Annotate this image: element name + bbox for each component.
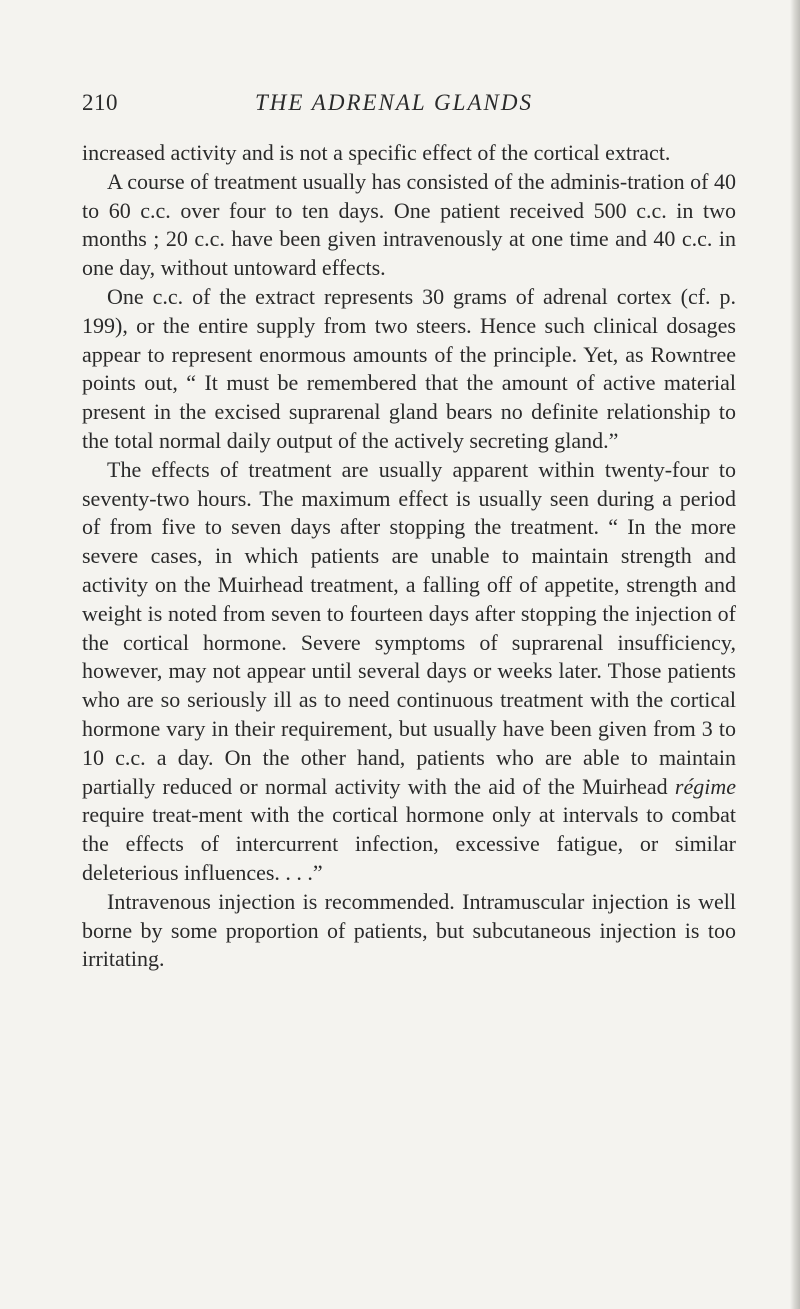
paragraph-injection-route: Intravenous injection is recommended. Intramuscular injection is well borne by some proportion of patients, but subcutaneous injection is too irritating.	[82, 888, 736, 972]
paragraph-extract-dosage: One c.c. of the extract represents 30 grams of adrenal cortex (cf. p. 199), or the entire supply from two steers. Hence such clinical dosages appear to represent enormous amounts of the principle. Yet, as Rowntree points out, “ It must be remembered that the amount of active material present in the excised suprarenal gland bears no definite relationship to the total normal daily output of the actively secreting gland.”	[82, 283, 736, 453]
body-text	[82, 139, 736, 974]
page-number: 210	[82, 90, 118, 115]
paragraph-text: require treat-ment with the cortical hormone only at intervals to combat the effects of intercurrent infection, excessive fatigue, or similar deleterious influences. . . .”	[82, 802, 736, 885]
italic-term: régime	[674, 773, 736, 799]
page-header	[0, 90, 800, 120]
running-title: THE ADRENAL GLANDS	[255, 90, 533, 115]
paragraph-text: The effects of treatment are usually apparent within twenty-four to seventy-two hours. The maximum effect is usually seen during a period of from five to seven days after stopping the treatment. “ In the more severe cases, in which patients are unable to maintain strength and activity on the Muirhead treatment, a falling off of appetite, strength and weight is noted from seven to fourteen days after stopping the injection of the cortical hormone. Severe symptoms of suprarenal insufficiency, however, may not appear until several days or weeks later. Those patients who are so seriously ill as to need continuous treatment with the cortical hormone vary in their requirement, but usually have been given from 3 to 10 c.c. a day. On the other hand, patients who are able to maintain partially reduced or normal activity with the aid of the Muirhead	[82, 456, 736, 799]
page-edge-shadow	[790, 0, 800, 1309]
paragraph-treatment-effects	[82, 456, 736, 888]
paragraph-treatment-course: A course of treatment usually has consisted of the adminis-tration of 40 to 60 c.c. over four to ten days. One patient received 500 c.c. in two months ; 20 c.c. have been given intravenously at one time and 40 c.c. in one day, without untoward effects.	[82, 168, 736, 281]
paragraph-continued: increased activity and is not a specific effect of the cortical extract.	[82, 140, 671, 165]
